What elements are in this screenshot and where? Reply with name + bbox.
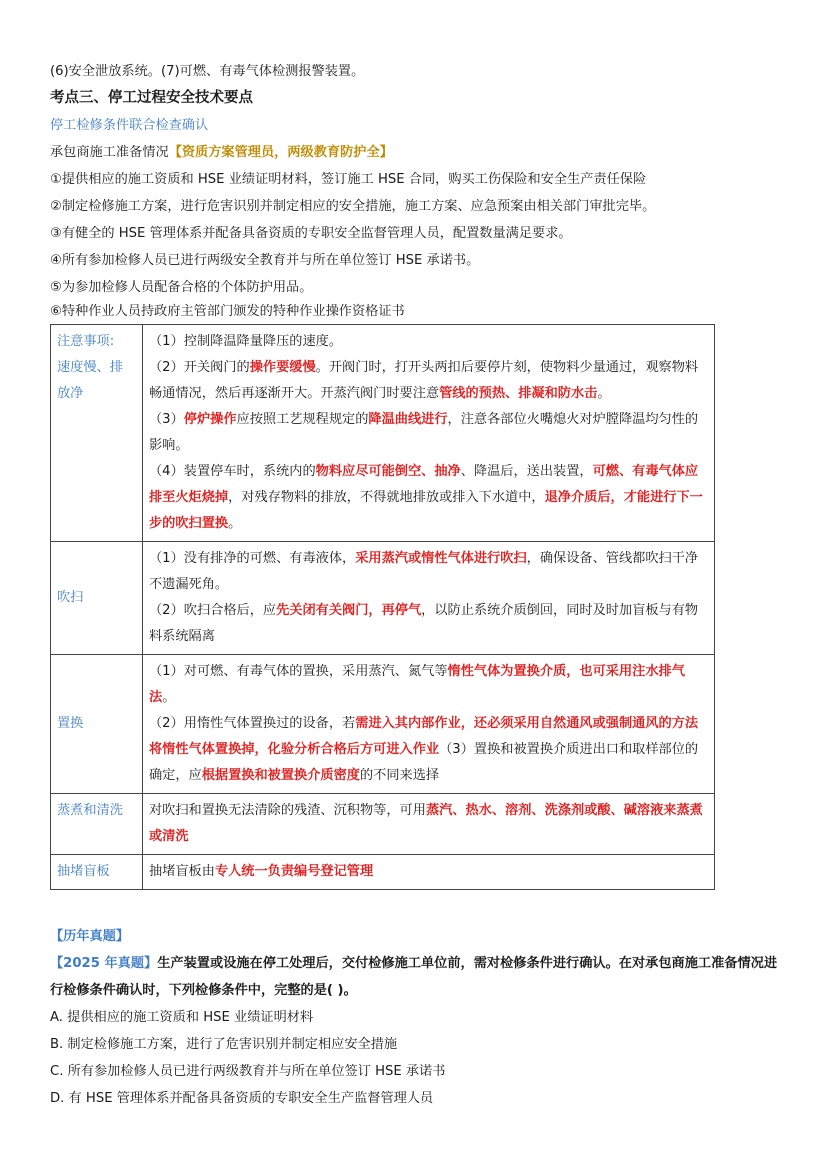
highlight: 惰性气体为置换介质，也可采用注水排气法: [149, 664, 685, 705]
paragraph: [149, 546, 708, 598]
row-key: 吹扫: [51, 542, 143, 655]
text: 。: [597, 386, 611, 401]
exam-option: C. 所有参加检修人员已进行两级教育并与所在单位签订 HSE 承诺书: [50, 1064, 446, 1079]
text: 的不同来选择: [360, 768, 440, 783]
text: （2）用惰性气体置换过的设备，若: [149, 716, 356, 731]
highlight: 先关闭有关阀门，再停气: [276, 603, 422, 618]
row-content: [143, 855, 715, 890]
exam-tag: 【2025 年真题】: [50, 956, 158, 971]
text: （1）控制降温降量降压的速度。: [149, 334, 343, 349]
highlight: 需进入其内部作业，还必须采用自然通风或强制通风的方法将惰性气体置换掉，化验分析合格后方可进入作业: [149, 716, 699, 757]
exam-question-text: 生产装置或设施在停工处理后，交付检修施工单位前，需对检修条件进行确认。在对承包商施工准备情况进行检修条件确认时，下列检修条件中，完整的是( )。: [50, 956, 778, 998]
row-key-line: 速度慢、排: [57, 360, 123, 375]
section-heading: 考点三、停工过程安全技术要点: [50, 90, 253, 106]
text: （3）置换和被置换介质进出口和取样部位的确定，应: [149, 742, 699, 783]
highlight: 根据置换和被置换介质密度: [201, 768, 360, 783]
text: 。: [228, 516, 242, 531]
paragraph: [149, 711, 708, 789]
prep-prefix: 承包商施工准备情况: [50, 145, 169, 160]
table-row: [51, 855, 715, 890]
paragraph: [149, 798, 708, 850]
text: ，对残存物料的排放，不得就地排放或排入下水道中，: [228, 490, 545, 505]
text: （2）吹扫合格后，应: [149, 603, 277, 618]
row-content: [143, 542, 715, 655]
text: 对吹扫和置换无法清除的残渣、沉积物等，可用: [149, 803, 426, 818]
paragraph: [149, 355, 708, 407]
row-key: 抽堵盲板: [51, 855, 143, 890]
row-content: [143, 325, 715, 542]
table-row: [51, 794, 715, 855]
intro-line: (6)安全泄放系统。(7)可燃、有毒气体检测报警装置。: [50, 64, 365, 79]
key-points-table: [50, 324, 715, 890]
highlight: 专人统一负责编号登记管理: [214, 864, 374, 879]
table-row: [51, 655, 715, 794]
list-item: ①提供相应的施工资质和 HSE 业绩证明材料，签订施工 HSE 合同，购买工伤保险和安全生产责任保险: [50, 172, 647, 187]
row-key-line: 放净: [57, 386, 84, 401]
list-item: ③有健全的 HSE 管理体系并配备具备资质的专职安全监督管理人员，配置数量满足要求。: [50, 226, 572, 241]
table-row: [51, 542, 715, 655]
text: （1）没有排净的可燃、有毒液体，: [149, 551, 356, 566]
text: ，注意各部位火嘴熄火对炉膛降温均匀性的影响。: [149, 412, 699, 453]
row-key: 置换: [51, 655, 143, 794]
prep-highlight: 【资质方案管理员，两级教育防护全】: [168, 145, 393, 160]
row-key: 蒸煮和清洗: [51, 794, 143, 855]
text: （4）装置停车时，系统内的: [149, 464, 316, 479]
exam-question: [50, 950, 790, 1004]
highlight: 物料应尽可能倒空、抽净: [315, 464, 461, 479]
text: （3）: [149, 412, 184, 427]
paragraph: [149, 459, 708, 537]
section-subtitle: 停工检修条件联合检查确认: [50, 118, 209, 133]
exam-option: B. 制定检修施工方案，进行了危害识别并制定相应安全措施: [50, 1037, 398, 1052]
row-key: [51, 325, 143, 542]
highlight: 操作要缓慢: [249, 360, 316, 375]
text: （1）对可燃、有毒气体的置换，采用蒸汽、氮气等: [149, 664, 448, 679]
highlight: 退净介质后，才能进行下一步的吹扫置换: [149, 490, 703, 531]
row-content: [143, 655, 715, 794]
paragraph: [149, 598, 708, 650]
paragraph: [149, 659, 708, 711]
list-item: ④所有参加检修人员已进行两级安全教育并与所在单位签订 HSE 承诺书。: [50, 253, 480, 268]
text: 。: [162, 690, 176, 705]
text: 。开阀门时，打开头两扣后要停片刻，使物料少量通过，观察物料畅通情况，然后再逐渐开大。开蒸汽阀门时要注意: [149, 360, 699, 401]
exam-section-title: 【历年真题】: [50, 929, 130, 944]
highlight: 采用蒸汽或惰性气体进行吹扫: [355, 551, 527, 566]
row-content: [143, 794, 715, 855]
text: 、降温后，送出装置，: [460, 464, 593, 479]
paragraph: [149, 329, 708, 355]
highlight: 停炉操作: [183, 412, 237, 427]
text: （2）开关阀门的: [149, 360, 250, 375]
paragraph: [149, 859, 708, 885]
list-item: ⑤为参加检修人员配备合格的个体防护用品。: [50, 280, 313, 295]
highlight: 蒸汽、热水、溶剂、洗涤剂或酸、碱溶液来蒸煮或清洗: [149, 803, 703, 844]
highlight: 管线的预热、排凝和防水击: [439, 386, 598, 401]
highlight: 可燃、有毒气体应排至火炬烧掉: [149, 464, 699, 505]
list-item: ②制定检修施工方案，进行危害识别并制定相应的安全措施，施工方案、应急预案由相关部门审批完毕。: [50, 199, 656, 214]
text: 抽堵盲板由: [149, 864, 215, 879]
text: ，以防止系统介质倒回，同时及时加盲板与有物料系统隔离: [149, 603, 699, 644]
exam-option: A. 提供相应的施工资质和 HSE 业绩证明材料: [50, 1010, 314, 1025]
highlight: 降温曲线进行: [368, 412, 448, 427]
paragraph: [149, 407, 708, 459]
table-row: [51, 325, 715, 542]
list-item: ⑥特种作业人员持政府主管部门颁发的特种作业操作资格证书: [50, 304, 405, 319]
prep-line: [50, 139, 790, 166]
text: 应按照工艺规程规定的: [236, 412, 369, 427]
row-key-line: 注意事项:: [57, 334, 115, 349]
text: ，确保设备、管线都吹扫干净不遗漏死角。: [149, 551, 699, 592]
exam-option: D. 有 HSE 管理体系并配备具备资质的专职安全生产监督管理人员: [50, 1091, 434, 1106]
